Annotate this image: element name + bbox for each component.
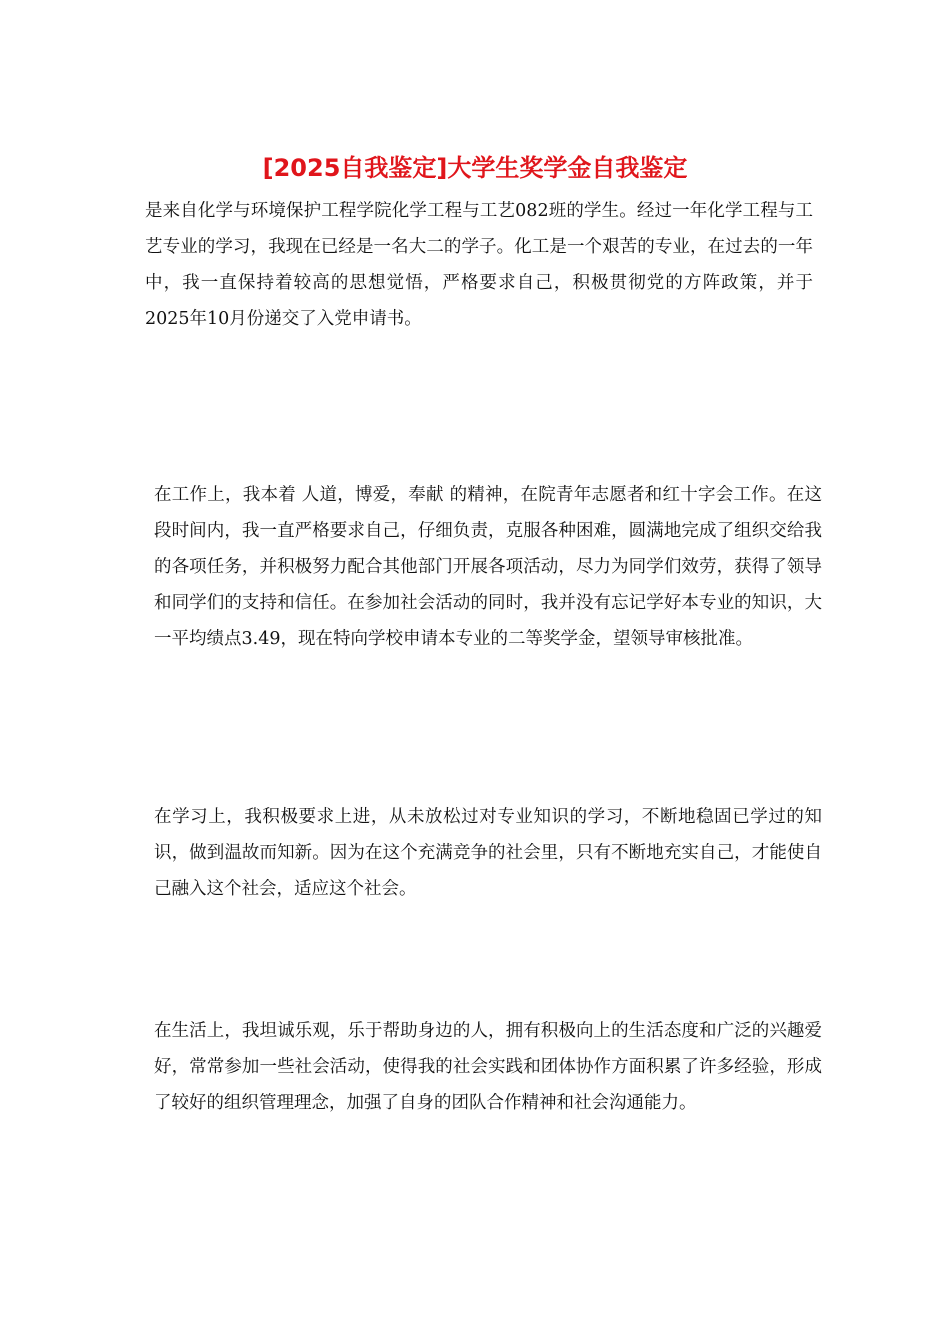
paragraph-work: 在工作上，我本着 人道，博爱，奉献 的精神，在院青年志愿者和红十字会工作。在这段时间内，我一直严格要求自己，仔细负责，克服各种困难，圆满地完成了组织交给我的各项任务，并积极努力配合其他部门开展各项活动，尽力为同学们效劳，获得了领导和同学们的支持和信任。在参加社会活动的同时，我并没有忘记学好本专业的知识，大一平均绩点3.49，现在特向学校申请本专业的二等奖学金，望领导审核批准。 (154, 485, 822, 649)
paragraph-study: 在学习上，我积极要求上进，从未放松过对专业知识的学习，不断地稳固已学过的知识，做到温故而知新。因为在这个充满竞争的社会里，只有不断地充实自己，才能使自己融入这个社会，适应这个社会。 (154, 807, 822, 899)
paragraph-introduction: 是来自化学与环境保护工程学院化学工程与工艺082班的学生。经过一年化学工程与工艺专业的学习，我现在已经是一名大二的学子。化工是一个艰苦的专业，在过去的一年中，我一直保持着较高的思想觉悟，严格要求自己，积极贯彻党的方阵政策，并于2025年10月份递交了入党申请书。 (145, 201, 813, 329)
document-title: [2025自我鉴定]大学生奖学金自我鉴定 (262, 154, 688, 182)
paragraph-life: 在生活上，我坦诚乐观，乐于帮助身边的人，拥有积极向上的生活态度和广泛的兴趣爱好，常常参加一些社会活动，使得我的社会实践和团体协作方面积累了许多经验，形成了较好的组织管理理念，加强了自身的团队合作精神和社会沟通能力。 (154, 1021, 822, 1113)
